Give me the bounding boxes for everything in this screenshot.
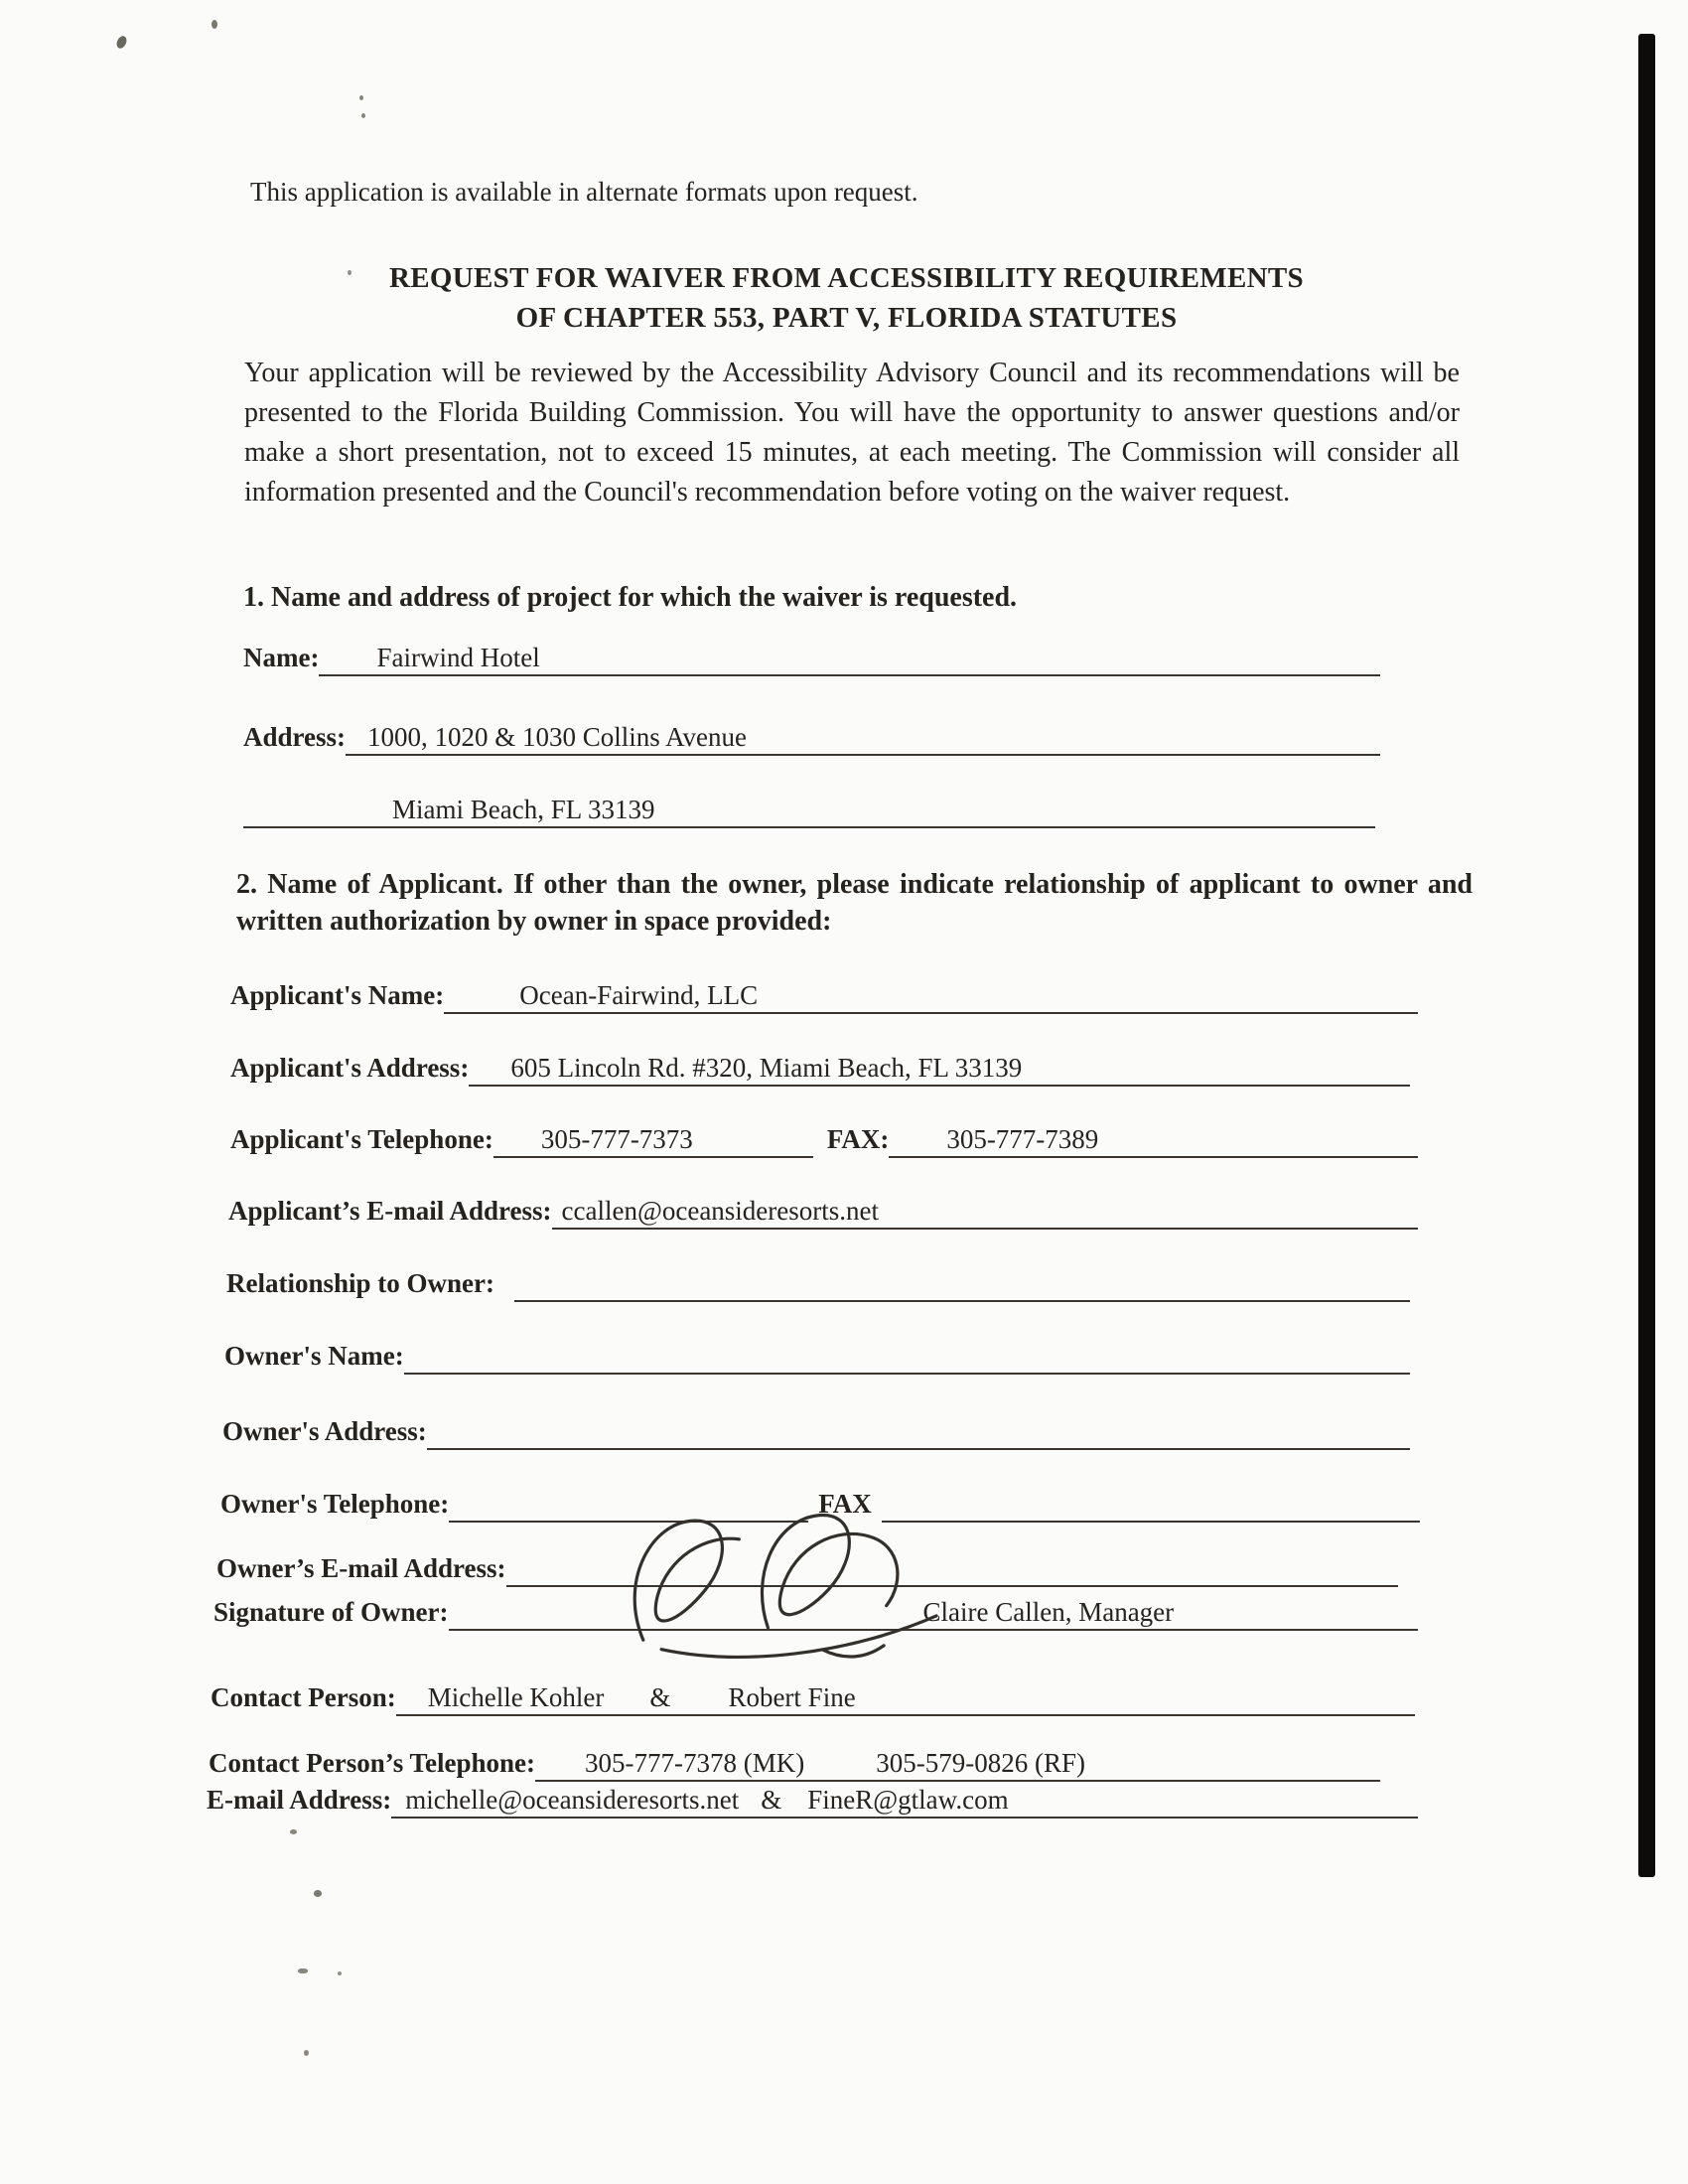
project-address2-value: Miami Beach, FL 33139 (392, 795, 655, 824)
contact-person-name2: Robert Fine (728, 1682, 856, 1712)
section2-heading: 2. Name of Applicant. If other than the owner, please indicate relationship of applicant to owner and written authorization by owner in space provided: (236, 869, 1473, 937)
contact-person-name1: Michelle Kohler (427, 1682, 605, 1712)
project-address-value: 1000, 1020 & 1030 Collins Avenue (367, 722, 748, 752)
contact-email-value2: FineR@gtlaw.com (807, 1785, 1009, 1815)
scan-artifact (359, 95, 363, 100)
applicant-name-value: Ocean-Fairwind, LLC (519, 980, 759, 1010)
relationship-line (514, 1266, 1410, 1302)
project-address-line (346, 720, 1380, 756)
scan-artifact (314, 1890, 322, 1897)
scan-artifact (361, 113, 365, 118)
contact-phone-value2: 305-579-0826 (RF) (876, 1748, 1085, 1778)
field-project-address2 (243, 793, 1375, 828)
form-title-line2: OF CHAPTER 553, PART V, FLORIDA STATUTES (515, 302, 1178, 334)
owner-phone-label: Owner's Telephone: (220, 1489, 450, 1519)
field-project-name (243, 641, 1380, 676)
applicant-name-line (444, 978, 1418, 1014)
field-contact-phone (209, 1746, 1380, 1782)
project-name-label: Name: (243, 643, 320, 672)
scan-artifact (338, 1971, 342, 1975)
applicant-email-label: Applicant’s E-mail Address: (228, 1196, 552, 1226)
project-address-label: Address: (243, 722, 347, 752)
contact-email-value1: michelle@oceansideresorts.net (405, 1785, 740, 1815)
applicant-address-value: 605 Lincoln Rd. #320, Miami Beach, FL 33139 (510, 1053, 1023, 1083)
applicant-phone-line (493, 1122, 813, 1158)
scan-artifact (290, 1829, 297, 1834)
field-owner-name (224, 1339, 1410, 1375)
owner-address-label: Owner's Address: (222, 1416, 427, 1446)
owner-signature (605, 1496, 980, 1679)
project-name-value: Fairwind Hotel (376, 643, 540, 672)
scan-edge-bar (1638, 34, 1655, 1877)
owner-name-line (404, 1339, 1410, 1375)
contact-phone-value1: 305-777-7378 (MK) (585, 1748, 805, 1778)
applicant-address-line (469, 1051, 1410, 1087)
applicant-email-line (552, 1194, 1418, 1230)
field-applicant-email (228, 1194, 1418, 1230)
form-title-line1: REQUEST FOR WAIVER FROM ACCESSIBILITY REQUIREMENTS (389, 262, 1304, 294)
applicant-fax-line (889, 1122, 1418, 1158)
field-applicant-address (230, 1051, 1410, 1087)
contact-person-label: Contact Person: (211, 1682, 396, 1712)
applicant-phone-label: Applicant's Telephone: (230, 1124, 493, 1154)
intro-paragraph: Your application will be reviewed by the Accessibility Advisory Council and its recommendations will be presented to the Florida Building Commission. You will have the opportunity to answer questions and/or make a short presentation, not to exceed 15 minutes, at each meeting. The Commission will consider all information presented and the Council's recommendation before voting on the waiver request. (244, 358, 1460, 508)
field-applicant-name (230, 978, 1418, 1014)
alternate-formats-notice: This application is available in alternate formats upon request. (250, 177, 918, 207)
project-address2-line (243, 793, 1375, 828)
owner-name-label: Owner's Name: (224, 1341, 404, 1371)
section1-heading: 1. Name and address of project for which the waiver is requested. (243, 582, 1018, 613)
contact-email-ampersand: & (761, 1785, 782, 1815)
relationship-label: Relationship to Owner: (226, 1268, 494, 1298)
field-owner-address (222, 1414, 1410, 1450)
scan-artifact (298, 1968, 308, 1973)
scan-artifact (304, 2050, 309, 2056)
form-title (243, 258, 1450, 338)
contact-phone-label: Contact Person’s Telephone: (209, 1748, 535, 1778)
signature-printed-name: Claire Callen, Manager (922, 1597, 1175, 1627)
applicant-email-value: ccallen@oceansideresorts.net (561, 1196, 880, 1226)
owner-email-label: Owner’s E-mail Address: (216, 1553, 506, 1583)
project-name-line (319, 641, 1380, 676)
applicant-address-label: Applicant's Address: (230, 1053, 470, 1083)
contact-phone-line (535, 1746, 1380, 1782)
field-project-address (243, 720, 1380, 756)
applicant-name-label: Applicant's Name: (230, 980, 445, 1010)
contact-email-label: E-mail Address: (207, 1785, 392, 1815)
applicant-phone-value: 305-777-7373 (540, 1124, 693, 1154)
contact-email-line (391, 1783, 1418, 1819)
scan-artifact (115, 35, 129, 51)
field-contact-person (211, 1680, 1415, 1716)
applicant-fax-label: FAX: (826, 1124, 890, 1154)
signature-label: Signature of Owner: (213, 1597, 449, 1627)
contact-person-line (396, 1680, 1415, 1716)
owner-fax-label: FAX (818, 1489, 872, 1519)
owner-address-line (427, 1414, 1410, 1450)
field-contact-email (207, 1783, 1418, 1819)
scan-artifact (211, 20, 217, 29)
field-relationship (226, 1266, 1410, 1302)
field-applicant-phone (230, 1122, 1418, 1158)
applicant-fax-value: 305-777-7389 (946, 1124, 1099, 1154)
contact-person-ampersand: & (649, 1682, 671, 1712)
